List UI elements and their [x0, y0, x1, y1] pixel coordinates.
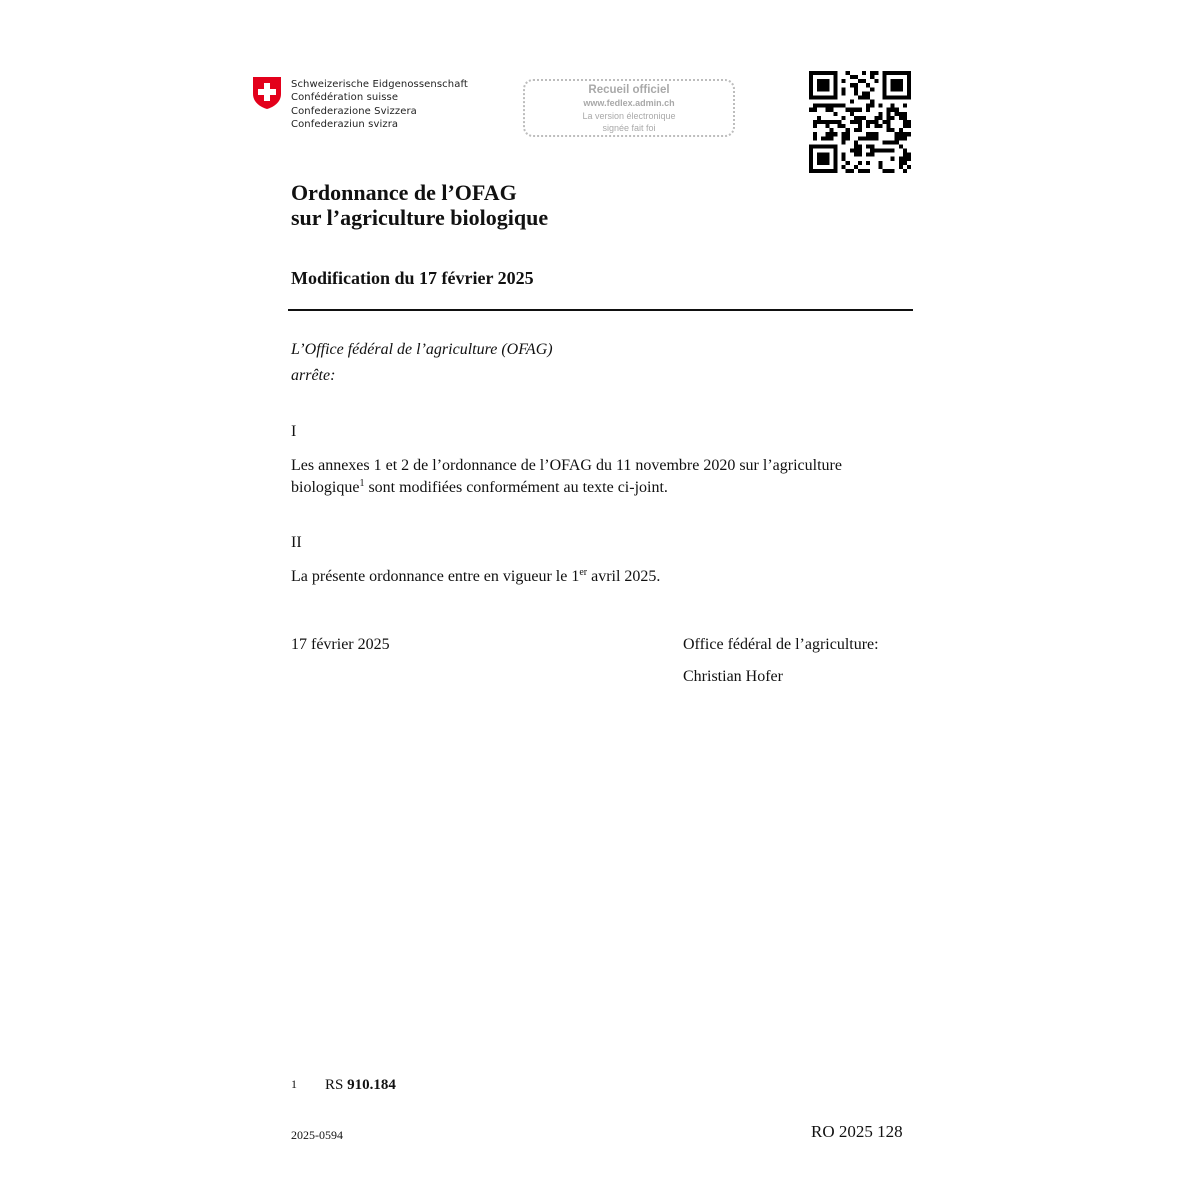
stamp-line-1: La version électronique: [582, 111, 676, 121]
footnote-number: 1: [291, 1077, 297, 1091]
section-numeral-1: I: [291, 423, 297, 440]
confederation-line-de: Schweizerische Eidgenossenschaft: [291, 79, 468, 90]
decree-word: arrête:: [291, 367, 336, 384]
confederation-line-rm: Confederaziun svizra: [291, 119, 399, 131]
section-1-text: [291, 455, 913, 499]
section-2-text: [291, 566, 660, 588]
stamp-title: Recueil officiel: [588, 84, 670, 96]
footnote-reference[interactable]: 1: [359, 478, 365, 489]
section-1-text-b: sont modifiées conformément au texte ci-joint.: [364, 479, 668, 496]
ro-number: RO 2025 128: [811, 1122, 903, 1141]
footnote-prefix: RS: [325, 1077, 348, 1093]
title-divider: [288, 309, 913, 311]
official-publication-stamp: [523, 79, 735, 137]
document-title: [291, 180, 548, 230]
document-id: 2025-0594: [291, 1128, 343, 1142]
signatory-name: Christian Hofer: [683, 668, 783, 685]
signature-office: Office fédéral de l’agriculture:: [683, 636, 879, 653]
modification-subtitle: Modification du 17 février 2025: [291, 268, 534, 288]
stamp-url: www.fedlex.admin.ch: [583, 98, 675, 108]
title-line-2: sur l’agriculture biologique: [291, 205, 549, 230]
confederation-line-fr: Confédération suisse: [291, 92, 399, 104]
confederation-line-it: Confederazione Svizzera: [291, 105, 417, 117]
section-numeral-2: II: [291, 534, 302, 551]
section-2-text-b: avril 2025.: [587, 568, 661, 585]
ordinal-superscript: er: [579, 567, 588, 578]
section-2-text-a: La présente ordonnance entre en vigueur le 1: [291, 568, 580, 585]
issuing-authority: L’Office fédéral de l’agriculture (OFAG): [291, 341, 553, 358]
signature-date: 17 février 2025: [291, 636, 390, 653]
footnote-text: [325, 1077, 396, 1094]
stamp-line-2: signée fait foi: [602, 123, 656, 133]
confederation-names: [291, 78, 468, 132]
swiss-coat-of-arms-icon: [252, 76, 282, 110]
footnote-rs-reference[interactable]: 910.184: [347, 1077, 396, 1093]
title-line-1: Ordonnance de l’OFAG: [291, 180, 517, 205]
section-1-text-a: Les annexes 1 et 2 de l’ordonnance de l’OFAG du 11 novembre 2020 sur l’agriculture biologique: [291, 457, 842, 496]
qr-code-icon: [809, 71, 911, 173]
